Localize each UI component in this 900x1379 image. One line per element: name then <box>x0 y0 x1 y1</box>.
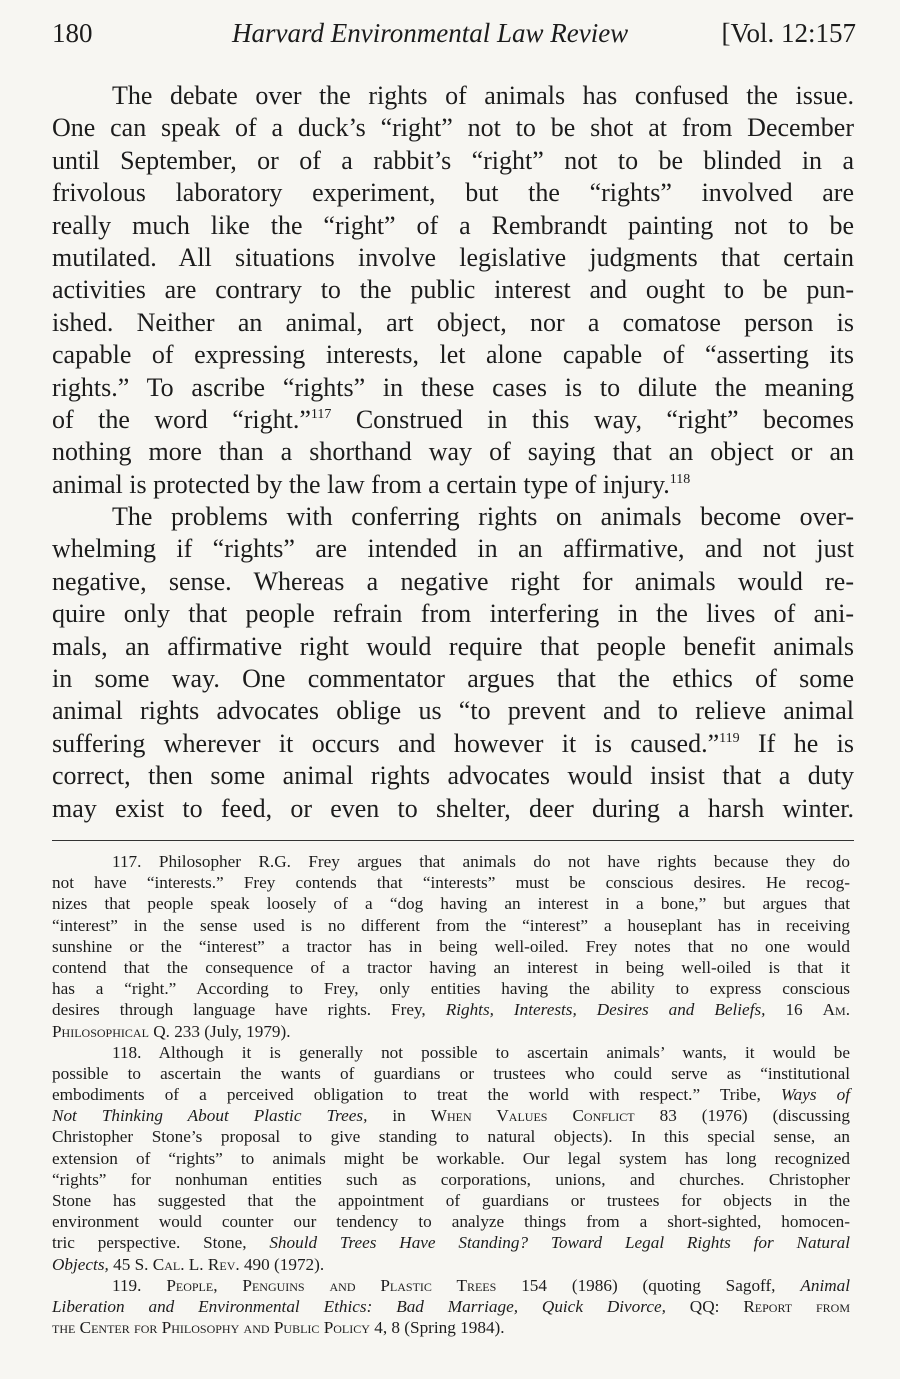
text-run: embodiments of a perceived obligation to treat the world with respect.” Tribe, <box>52 1085 781 1105</box>
paragraph-1 <box>52 80 854 501</box>
text-run: If he is <box>739 728 854 758</box>
text-run: QQ: <box>665 1296 744 1316</box>
citation-title: Not Thinking About Plastic Trees, <box>52 1106 368 1126</box>
text-line: whelming if “rights” are intended in an affirmative, and not just <box>52 534 854 564</box>
footnote-line: nizes that people speak loosely of a “dog having an interest in a bone,” but argues that <box>52 894 850 914</box>
text-line: negative, sense. Whereas a negative right for animals would re- <box>52 566 854 596</box>
text-line: really much like the “right” of a Rembrandt painting not to be <box>52 210 854 240</box>
book-title: People, Penguins and Plastic Trees <box>166 1275 497 1295</box>
journal-abbrev: Am. <box>822 1000 850 1020</box>
footnote-ref-118[interactable]: 118 <box>669 471 691 487</box>
footnote-line <box>52 1254 850 1275</box>
text-line: capable of expressing interests, let alone capable of “asserting its <box>52 340 854 370</box>
text-line: until September, or of a rabbit’s “right” not to be blinded in a <box>52 145 854 175</box>
volume-citation: [Vol. 12:157 <box>721 18 856 48</box>
text-line: animal rights advocates oblige us “to prevent and to relieve animal <box>52 696 854 726</box>
text-line: mals, an affirmative right would require that people benefit animals <box>52 631 854 661</box>
text-run: animal is protected by the law from a certain type of injury. <box>52 469 670 499</box>
footnote-line <box>52 1232 850 1253</box>
journal-abbrev: Cal. L. Rev. <box>152 1254 240 1274</box>
footnote-line: 118. Although it is generally not possible to ascertain animals’ wants, it would be <box>112 1042 850 1062</box>
text-line: in some way. One commentator argues that the ethics of some <box>52 664 854 694</box>
footnote-line <box>52 1084 850 1105</box>
page-number: 180 <box>52 18 93 48</box>
footnote-ref-117[interactable]: 117 <box>310 406 332 422</box>
text-run: of the word “right.” <box>52 404 311 434</box>
text-line: nothing more than a shorthand way of saying that an object or an <box>52 437 854 467</box>
text-run: 154 (1986) (quoting Sagoff, <box>496 1275 801 1295</box>
footnote-117 <box>52 851 850 1042</box>
footnote-line: sunshine or the “interest” a tractor has in being well-oiled. Frey notes that no one would <box>52 936 850 956</box>
text-run: in <box>367 1106 431 1126</box>
footnote-line: “rights” for nonhuman entities such as corporations, unions, and churches. Christopher <box>52 1169 850 1189</box>
citation-title: Liberation and Environmental Ethics: Bad Marriage, Quick Divorce, <box>52 1296 666 1316</box>
footnote-119 <box>52 1275 850 1339</box>
text-run: 16 <box>765 1000 823 1020</box>
text-run: tric perspective. Stone, <box>52 1233 270 1253</box>
footnote-line <box>52 1275 850 1296</box>
paragraph-2 <box>52 501 854 825</box>
report-title: Report from <box>743 1296 850 1316</box>
footnote-line: environment would counter our tendency to analyze things from a short-sighted, homocen- <box>52 1212 850 1232</box>
footnote-118 <box>52 1042 850 1275</box>
footnote-line: not have “interests.” Frey contends that “interests” must be conscious desires. He recog- <box>52 873 850 893</box>
footnote-line: “interest” in the sense used is no different from the “interest” a houseplant has in receiving <box>52 915 850 935</box>
text-run: Construed in this way, “right” becomes <box>331 404 854 434</box>
text-line <box>52 469 854 501</box>
text-run: 4, 8 (Spring 1984). <box>369 1318 505 1338</box>
text-line: One can speak of a duck’s “right” not to be shot at from December <box>52 113 854 143</box>
text-run: 83 (1976) (discussing <box>634 1106 850 1126</box>
text-line: mutilated. All situations involve legislative judgments that certain <box>52 242 854 272</box>
citation-title: Rights, Interests, Desires and Beliefs, <box>445 1000 766 1020</box>
footnote-line: possible to ascertain the wants of guardians or trustees who could serve as “institutional <box>52 1063 850 1083</box>
journal-title: Harvard Environmental Law Review <box>232 18 629 48</box>
citation-title: Should Trees Have Standing? Toward Legal Rights for Natural <box>269 1233 850 1253</box>
footnote-line <box>52 1021 850 1042</box>
text-line: The debate over the rights of animals has confused the issue. <box>112 81 854 110</box>
footnote-line: extension of “rights” to animals might be workable. Our legal system has long recognized <box>52 1148 850 1168</box>
report-title: the Center for Philosophy and Public Policy <box>52 1318 370 1338</box>
text-line: ished. Neither an animal, art object, nor a comatose person is <box>52 307 854 337</box>
journal-abbrev: Philosophical <box>52 1021 149 1041</box>
text-line: The problems with conferring rights on animals become over- <box>112 502 854 532</box>
text-line: frivolous laboratory experiment, but the “rights” involved are <box>52 178 854 208</box>
text-run: 119. <box>112 1275 167 1295</box>
footnote-line: Christopher Stone’s proposal to give standing to natural objects). In this special sense, an <box>52 1127 850 1147</box>
text-run: suffering wherever it occurs and however it is caused.” <box>52 728 720 758</box>
citation-title: Animal <box>800 1275 851 1295</box>
main-text <box>52 80 854 825</box>
footnotes <box>52 851 850 1338</box>
text-line: correct, then some animal rights advocates would insist that a duty <box>52 761 854 791</box>
footnote-line: contend that the consequence of a tractor having an interest in being well-oiled is that it <box>52 957 850 977</box>
footnote-divider <box>52 840 854 841</box>
footnote-line: 117. Philosopher R.G. Frey argues that animals do not have rights because they do <box>112 852 850 871</box>
text-line: quire only that people refrain from interfering in the lives of ani- <box>52 599 854 629</box>
text-run: desires through language have rights. Frey, <box>52 1000 446 1020</box>
book-title: When Values Conflict <box>430 1106 635 1126</box>
text-run: 490 (1972). <box>239 1254 325 1274</box>
footnote-line <box>52 1296 850 1317</box>
footnote-ref-119[interactable]: 119 <box>719 730 740 746</box>
running-header <box>52 18 856 58</box>
text-run: Q. 233 (July, 1979). <box>148 1021 291 1041</box>
citation-title: Ways of <box>780 1085 850 1105</box>
text-line: may exist to feed, or even to shelter, deer during a harsh winter. <box>52 793 854 823</box>
text-line <box>52 404 854 436</box>
footnote-line <box>52 1105 850 1126</box>
footnote-line <box>52 1317 850 1338</box>
text-run: 45 S. <box>108 1254 153 1274</box>
footnote-line <box>52 999 850 1020</box>
footnote-line: has a “right.” According to Frey, only entities having the ability to express conscious <box>52 979 850 999</box>
text-line: activities are contrary to the public interest and ought to be pun- <box>52 275 854 305</box>
text-line <box>52 728 854 760</box>
text-line: rights.” To ascribe “rights” in these cases is to dilute the meaning <box>52 372 854 402</box>
citation-title: Objects, <box>52 1254 109 1274</box>
footnote-line: Stone has suggested that the appointment of guardians or trustees for objects in the <box>52 1191 850 1210</box>
